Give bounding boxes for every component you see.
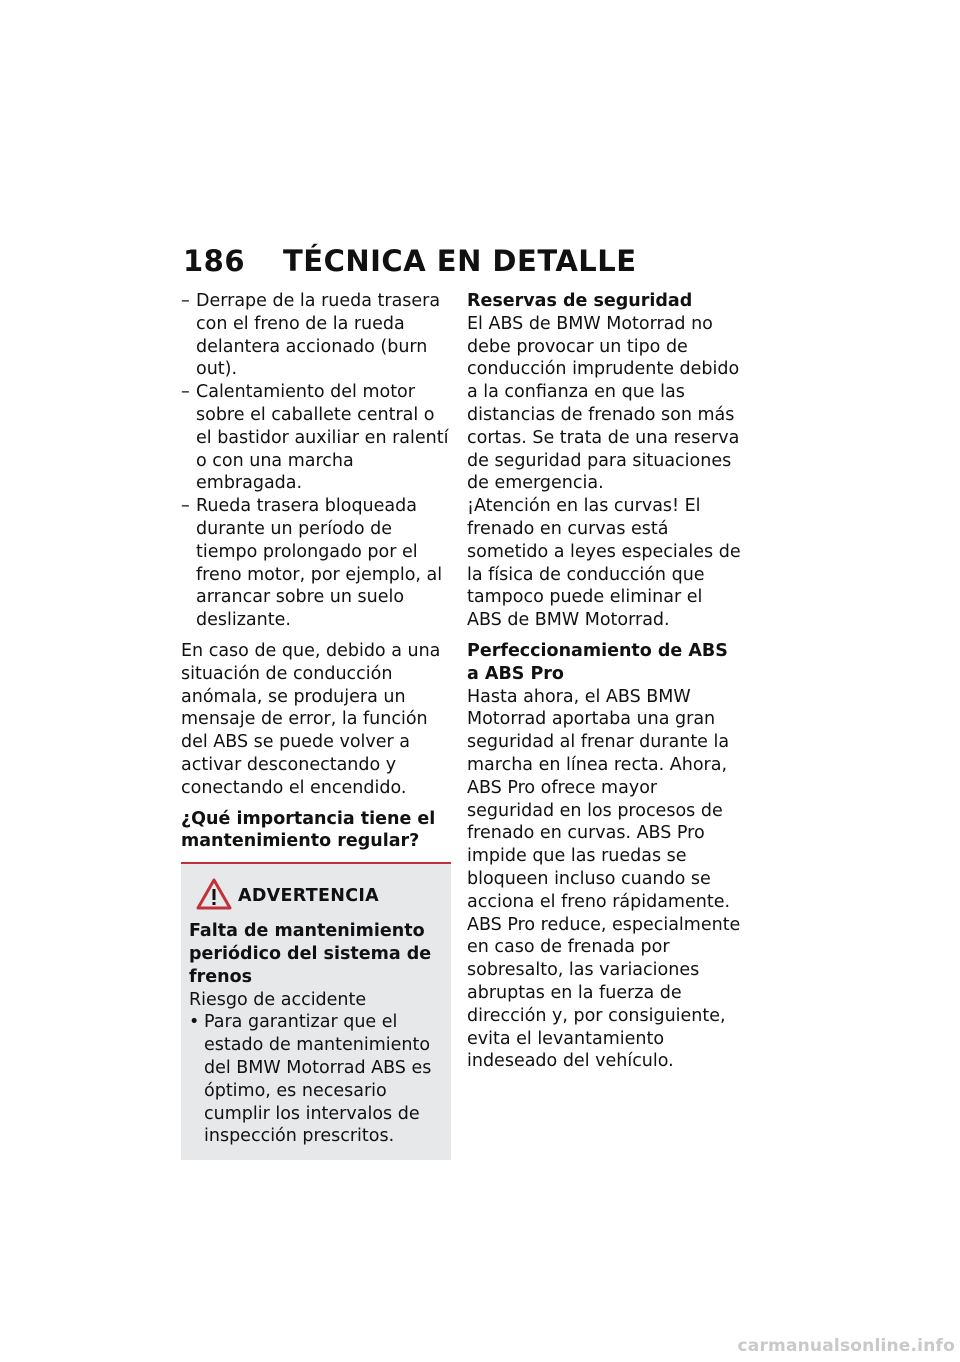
body-paragraph: ¡Atención en las curvas! El frenado en curvas está sometido a leyes especiales de la física de conducción que tampoco puede eliminar el ABS de BMW Motorrad. bbox=[467, 496, 741, 631]
right-column bbox=[467, 290, 742, 1073]
warning-header bbox=[189, 878, 443, 916]
page-header bbox=[183, 244, 803, 284]
body-paragraph: El ABS de BMW Motorrad no debe provocar un tipo de conducción imprudente debido a la confianza en que las distancias de frenado son más cortas. Se trata de una reserva de seguridad para situaciones de emergencia. bbox=[467, 313, 740, 494]
body-paragraph: Hasta ahora, el ABS BMW Motorrad aportaba una gran seguridad al frenar durante la marcha en línea recta. Ahora, ABS Pro ofrece mayor seguridad en los procesos de frenado en curvas. ABS Pro impide que las ruedas se bloqueen incluso cuando se acciona el freno rápidamente. ABS Pro reduce, especialmente en caso de frenada por sobresalto, las variaciones abruptas en la fuerza de dirección y, por consiguiente, evita el levantamiento indeseado del vehículo. bbox=[467, 686, 741, 1072]
warning-title: Falta de mantenimiento periódico del sistema de frenos bbox=[189, 921, 432, 987]
chapter-title: TÉCNICA EN DETALLE bbox=[283, 244, 637, 278]
list-item: – Rueda trasera bloqueada durante un período de tiempo prolongado por el freno motor, por ejemplo, al arrancar sobre un suelo deslizante. bbox=[181, 495, 451, 632]
page-number: 186 bbox=[183, 244, 246, 278]
warning-box bbox=[181, 864, 451, 1160]
warning-triangle-icon bbox=[196, 878, 232, 910]
section-heading: Perfeccionamiento de ABS a ABS Pro bbox=[467, 640, 728, 684]
list-item: – Derrape de la rueda trasera con el freno de la rueda delantera accionado (burn out). bbox=[181, 290, 451, 381]
section-heading: ¿Qué importancia tiene el mantenimiento regular? bbox=[181, 808, 436, 852]
warning-risk: Riesgo de accidente bbox=[189, 989, 367, 1010]
warning-label: ADVERTENCIA bbox=[238, 886, 379, 907]
list-item: • Para garantizar que el estado de mantenimiento del BMW Motorrad ABS es óptimo, es necesario cumplir los intervalos de inspección prescritos. bbox=[189, 1011, 443, 1148]
left-column bbox=[181, 290, 451, 1160]
watermark-url: carmanualsonline.info bbox=[737, 1336, 955, 1356]
list-item: – Calentamiento del motor sobre el caballete central o el bastidor auxiliar en ralentí o con una marcha embragada. bbox=[181, 381, 451, 495]
section-heading: Reservas de seguridad bbox=[467, 291, 693, 311]
body-paragraph: En caso de que, debido a una situación de conducción anómala, se produjera un mensaje de error, la función del ABS se puede volver a activar desconectando y conectando el encendido. bbox=[181, 640, 441, 798]
warning-bullets bbox=[189, 1011, 443, 1148]
condition-list bbox=[181, 290, 451, 632]
